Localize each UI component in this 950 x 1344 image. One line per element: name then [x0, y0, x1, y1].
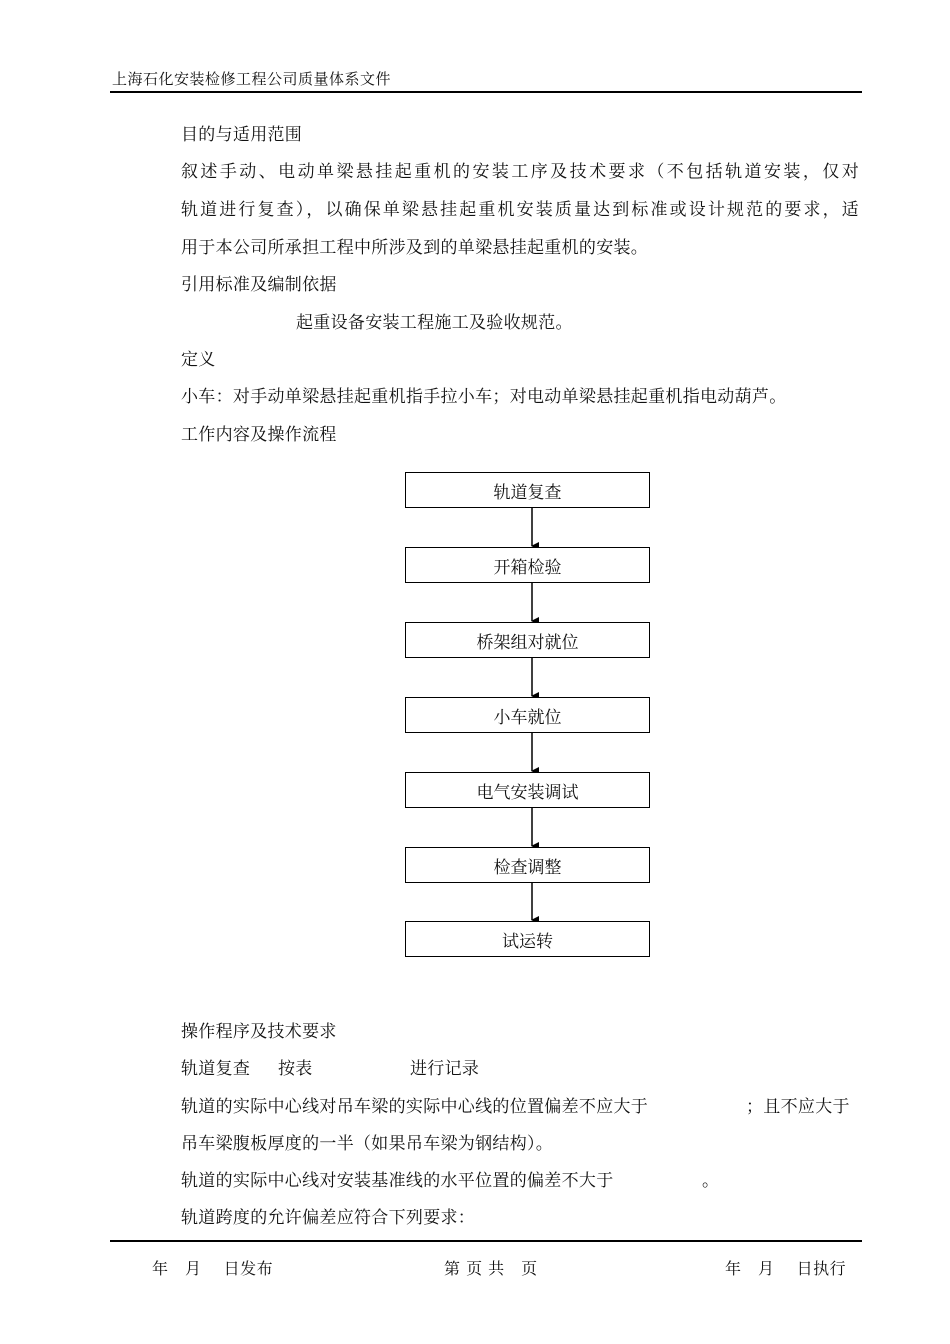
requirement-1-line-2: 吊车梁腹板厚度的一半（如果吊车梁为钢结构）。 — [181, 1134, 554, 1154]
requirement-3: 轨道跨度的允许偏差应符合下列要求： — [181, 1208, 476, 1228]
flow-step-electrical-install: 电气安装调试 — [405, 772, 650, 808]
footer-divider — [110, 1240, 862, 1242]
reference-heading: 引用标准及编制依据 — [181, 275, 337, 295]
procedure-item-record: 进行记录 — [410, 1059, 480, 1079]
scope-line-1: 叙述手动、电动单梁悬挂起重机的安装工序及技术要求（不包括轨道安装，仅对 — [181, 162, 859, 182]
requirement-2-part-b: 。 — [702, 1171, 720, 1191]
flow-step-trolley-position: 小车就位 — [405, 697, 650, 733]
procedure-heading: 操作程序及技术要求 — [181, 1022, 337, 1042]
requirement-1-part-a: 轨道的实际中心线对吊车梁的实际中心线的位置偏差不应大于 — [181, 1097, 649, 1117]
reference-item: 起重设备安装工程施工及验收规范。 — [296, 313, 573, 333]
flow-step-unpack-inspect: 开箱检验 — [405, 547, 650, 583]
requirement-1-part-b: ；且不应大于 — [746, 1097, 850, 1117]
scope-heading: 目的与适用范围 — [181, 125, 303, 145]
document-header-title: 上海石化安装检修工程公司质量体系文件 — [112, 70, 392, 88]
flow-step-bridge-assembly: 桥架组对就位 — [405, 622, 650, 658]
flow-step-trial-run: 试运转 — [405, 921, 650, 957]
footer-page-number: 第 页 共 页 — [444, 1259, 538, 1278]
flow-step-rail-check: 轨道复查 — [405, 472, 650, 508]
footer-execute-date: 年 月 日执行 — [725, 1259, 847, 1278]
scope-line-3: 用于本公司所承担工程中所涉及到的单梁悬挂起重机的安装。 — [181, 238, 649, 258]
flow-step-inspect-adjust: 检查调整 — [405, 847, 650, 883]
scope-line-2: 轨道进行复查），以确保单梁悬挂起重机安装质量达到标准或设计规范的要求，适 — [181, 200, 859, 220]
requirement-2-part-a: 轨道的实际中心线对安装基准线的水平位置的偏差不大于 — [181, 1171, 614, 1191]
procedure-item-by: 按表 — [278, 1059, 313, 1079]
definition-text: 小车：对手动单梁悬挂起重机指手拉小车；对电动单梁悬挂起重机指电动葫芦。 — [181, 387, 787, 407]
procedure-item-label: 轨道复查 — [181, 1059, 251, 1079]
flow-heading: 工作内容及操作流程 — [181, 425, 337, 445]
definition-heading: 定义 — [181, 350, 216, 370]
footer-issue-date: 年 月 日发布 — [152, 1259, 274, 1278]
